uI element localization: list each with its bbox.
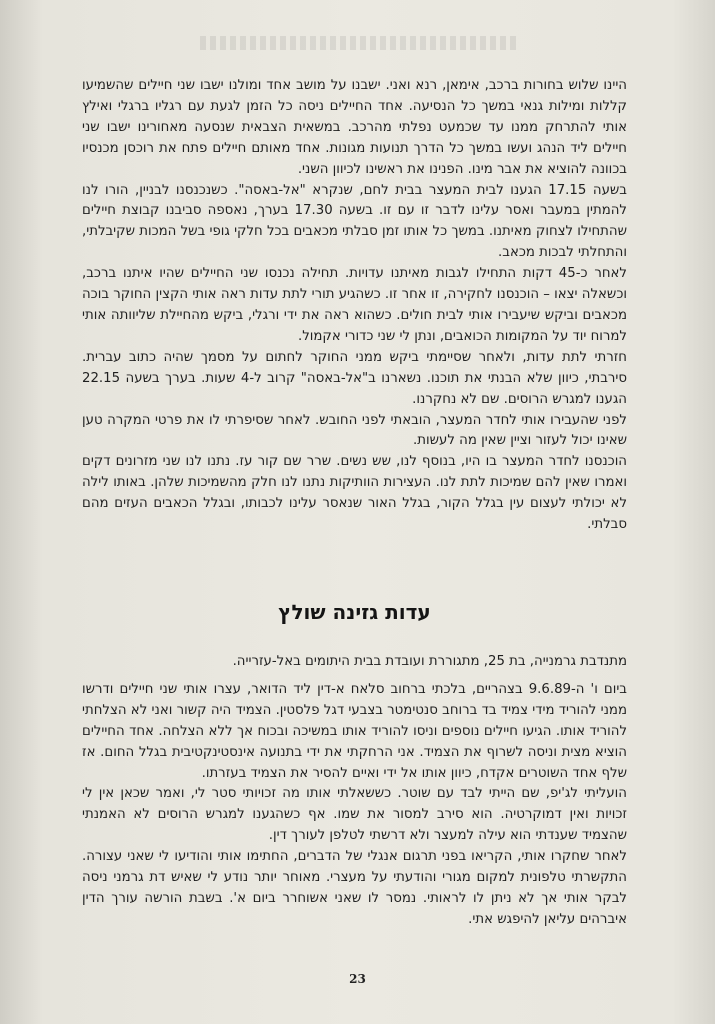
- testimony-continuation: [82, 76, 627, 536]
- testimony-body: [82, 652, 627, 931]
- paragraph: הוכנסנו לחדר המעצר בו היו, בנוסף לנו, שש נשים. שרר שם קור עז. נתנו לנו שני מזרונים דקים ואמרו שאין להם שמיכות לתת לנו. העצירות הוותיקות נתנו לנו חלק מהשמיכות שלהן. באותו לילה לא יכולתי לעצום עין בגלל הקור, בגלל האור שנאסר עלינו לכבותו, ובגלל הכאבים העזים מהם סבלתי.: [82, 454, 627, 533]
- paragraph: לפני שהעבירו אותי לחדר המעצר, הובאתי לפני החובש. לאחר שסיפרתי לו את פרטי המקרה טען שאינו יכול לעזור וציין שאין מה לעשות.: [82, 412, 627, 449]
- paragraph: בשעה 17.15 הגענו לבית המעצר בבית לחם, שנקרא "אל-באסה". כשנכנסנו לבניין, הורו לנו להמתין במעבר ואסר עלינו לדבר זו עם זו. בשעה 17.30 בערך, נאספה סביבנו קבוצת חיילים שהתחילו לצחוק מאיתנו. במשך כל אותו זמן סבלתי מכאבים בכל חלקי גופי בשל המכות שקיבלתי, והתחלתי לבכות מכאב.: [82, 182, 627, 261]
- page-number: 23: [349, 972, 366, 986]
- paragraph: לאחר שחקרו אותי, הקריאו בפני תרגום אנגלי של הדברים, החתימו אותי והודיעו לי שאני עצורה. התקשרתי טלפונית למקום מגורי והודעתי על מעצרי. מאוחר יותר נודע לי שאיש דת גרמני ניסה לבקר אותי אך לא ניתן לו לראותי. נמסר לו שאני אשוחרר ביום א'. בשבת הורשה עורך הדין איברהים עליאן להיפגש אתי.: [82, 849, 627, 927]
- paragraph: הועליתי לג'יפ, שם הייתי לבד עם שוטר. כששאלתי אותו מה זכויותי סטר לי, ואמר שכאן אין לי זכויות ואין דמוקרטיה. הוא סירב למסור את שמו. אף כשהגענו למגרש הרוסים לא האמנתי שהצמיד שענדתי הוא עילה למעצר ולא דרשתי לטלפן לעורך דין.: [82, 786, 627, 844]
- paragraph: חזרתי לתת עדות, ולאחר שסיימתי ביקש ממני החוקר לחתום על מסמך שהיה כתוב עברית. סירבתי, כיוון שלא הבנתי את תוכנו. נשארנו ב"אל-באסה" קרוב ל-4 שעות. בערך בשעה 22.15 הגענו למגרש הרוסים. שם לא נחקרנו.: [82, 349, 627, 407]
- paragraph: ביום ו' ה-9.6.89 בצהריים, בלכתי ברחוב סלאח א-דין ליד הדואר, עצרו אותי שני חיילים ודרשו ממני להוריד מידי צמיד בד ברוחב סנטימטר בצבעי דגל פלסטין. הצמיד היה קשור ואני לא הצלחתי להוריד אותו. הגיעו חיילים נוספים וניסו להוריד אותו במשיכה ובכוח אך ללא הצלחה. אחד החיילים הוציא מצית וניסה לשרוף את הצמיד. אני הרחקתי את ידי בתנועה אינסטינקטיבית בגלל החום. אז שלף אחד השוטרים אקדח, כיוון אותו אל ידי ואיים להסיר את הצמיד בעזרתו.: [82, 681, 627, 781]
- witness-subtitle: מתנדבת גרמנייה, בת 25, מתגוררת ועובדת בבית היתומים באל-עזרייה.: [232, 654, 627, 669]
- paragraph: לאחר כ-45 דקות התחילו לגבות מאיתנו עדויות. תחילה נכנסו שני החיילים שהיו איתנו ברכב, וכשאלה יצאו – הוכנסנו לחקירה, זו אחר זו. כשהגיע תורי לתת עדות ראה אותי הקצין החוקר בוכה מכאבים וביקש שיעבירו אותי לבית חולים. כשהוא ראה את ידי ורגלי, ביקש מהחיילת שליוותה אותי למרוח יוד על המקומות הכואבים, ונתן לי שני כדורי אקמול.: [82, 266, 627, 344]
- section-heading: עדות גזינה שולץ: [278, 600, 431, 624]
- bleed-through-text: [200, 36, 520, 50]
- paragraph: היינו שלוש בחורות ברכב, אימאן, רנא ואני. ישבנו על מושב אחד ומולנו ישבו שני חיילים שהשמיעו קללות ומילות גנאי במשך כל הנסיעה. אחד החיילים ניסה כל הזמן לגעת עם רגליו ברגלי ואילץ אותי להתרחק ממנו עד שכמעט נפלתי מהרכב. במשאית הצבאית שנסעה מאחורינו ישבו שני חיילים ליד הנהג ועשו במשך כל הדרך תנועות מגונות. אחד מאותם חיילים פתח את רוכסן מכנסיו בכוונה להוציא את אבר מינו. הפנינו את ראשינו לכיוון השני.: [82, 78, 627, 177]
